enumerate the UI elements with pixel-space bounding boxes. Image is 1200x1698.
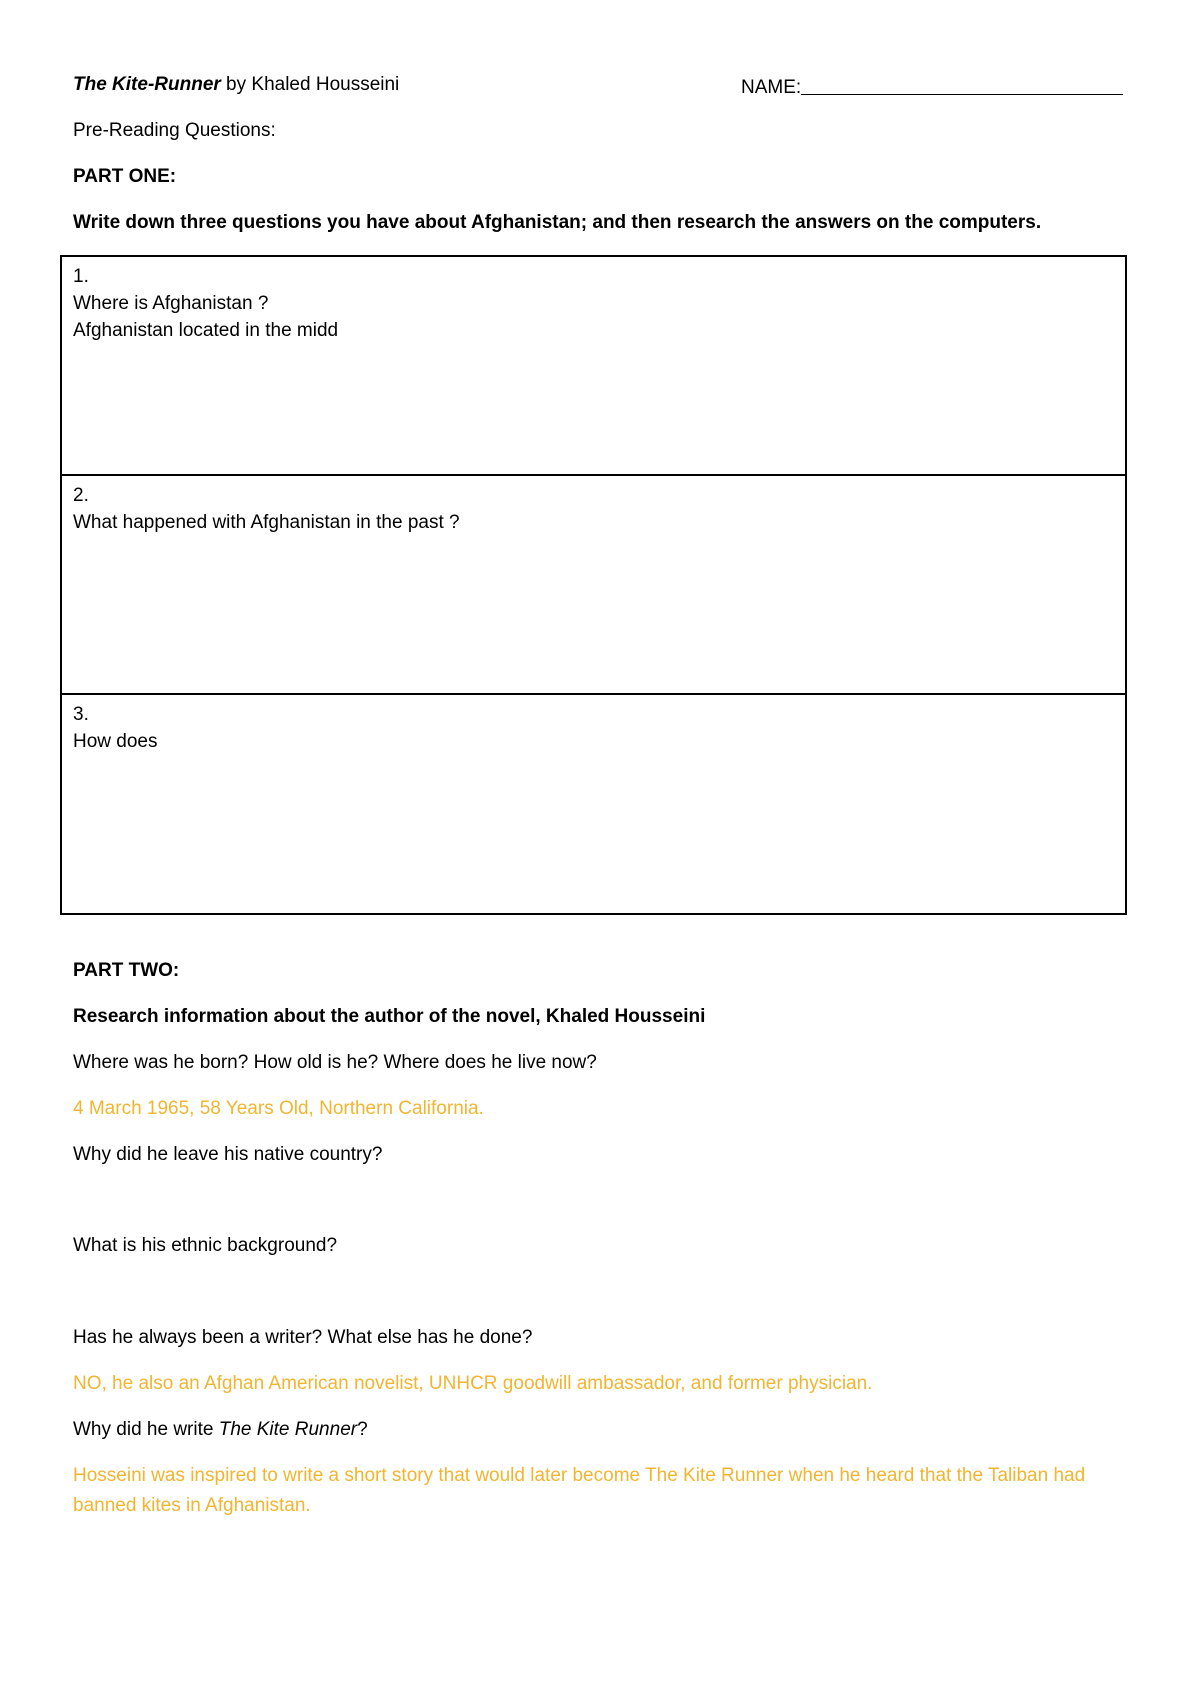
question-birth-age-home: Where was he born? How old is he? Where does he live now? [73,1052,597,1073]
question-number: 3. [73,704,89,725]
question-box-1[interactable] [62,257,1125,476]
question-leave-country: Why did he leave his native country? [73,1144,383,1165]
question-why-write-book: The Kite Runner [218,1419,358,1440]
question-box-2[interactable] [62,476,1125,695]
answer-birth-age-home: 4 March 1965, 58 Years Old, Northern California. [73,1098,484,1119]
question-why-write-suffix: ? [357,1419,368,1440]
question-text: What happened with Afghanistan in the past ? [73,512,460,533]
question-table [60,255,1127,915]
question-box-3[interactable] [62,695,1125,913]
answer-text: Afghanistan located in the midd [73,320,339,341]
question-always-writer: Has he always been a writer? What else has he done? [73,1327,533,1348]
name-blank-line[interactable] [801,74,1123,95]
name-label: NAME: [741,77,802,98]
part-two-instruction: Research information about the author of the novel, Khaled Housseini [73,1006,706,1027]
name-field[interactable] [741,74,1123,99]
part-one-instruction: Write down three questions you have about Afghanistan; and then research the answers on the computers. [73,212,1042,233]
title-author: by Khaled Housseini [220,74,400,95]
part-one-heading: PART ONE: [73,166,177,187]
answer-always-writer: NO, he also an Afghan American novelist, UNHCR goodwill ambassador, and former physician. [73,1373,873,1394]
answer-why-write: Hosseini was inspired to write a short story that would later become The Kite Runner when he heard that the Taliban had banned kites in Afghanistan. [73,1465,1086,1516]
question-text: Where is Afghanistan ? [73,293,269,314]
part-two-heading: PART TWO: [73,960,180,981]
question-number: 2. [73,485,89,506]
document-title [73,74,399,96]
question-text: How does [73,731,158,752]
book-title: The Kite-Runner [73,74,221,95]
question-why-write [73,1419,368,1441]
question-why-write-prefix: Why did he write [73,1419,219,1440]
question-number: 1. [73,266,89,287]
worksheet-header [73,74,1131,100]
pre-reading-heading: Pre-Reading Questions: [73,120,276,141]
question-ethnic-background: What is his ethnic background? [73,1235,338,1256]
